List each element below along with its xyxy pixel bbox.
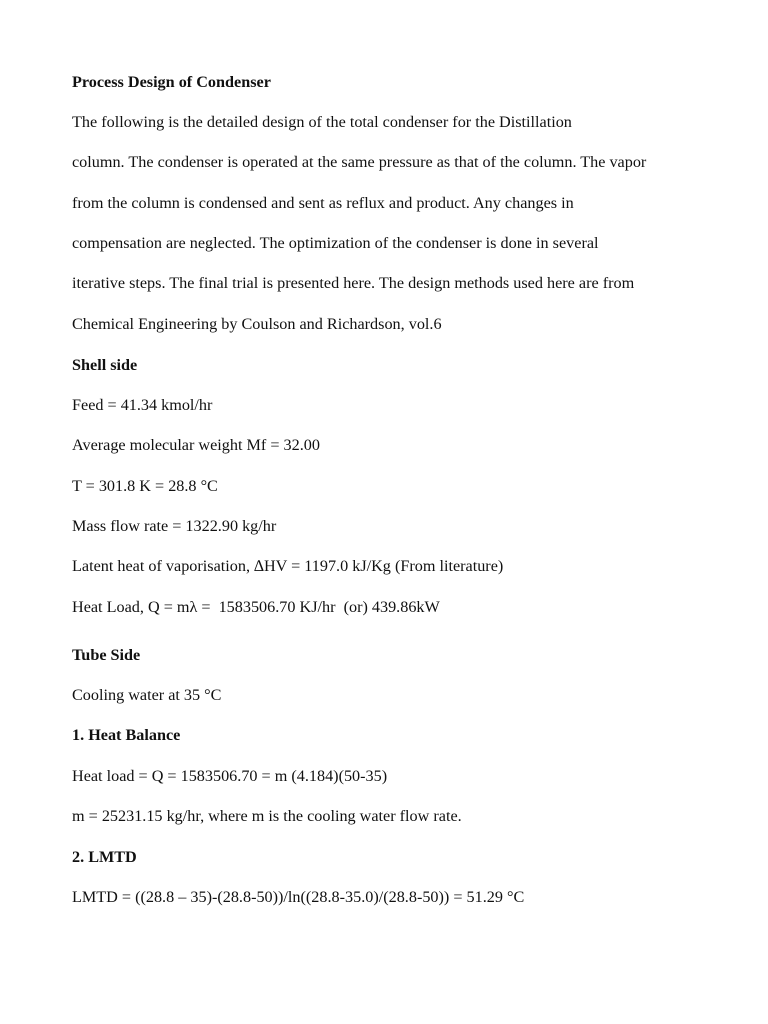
heat-balance-heading: 1. Heat Balance xyxy=(72,726,181,744)
molecular-weight-line: Average molecular weight Mf = 32.00 xyxy=(72,436,320,454)
mass-flow-line: Mass flow rate = 1322.90 kg/hr xyxy=(72,517,277,535)
temperature-line: T = 301.8 K = 28.8 °C xyxy=(72,477,218,495)
lmtd-equation: LMTD = ((28.8 – 35)-(28.8-50))/ln((28.8-35.0)/(28.8-50)) = 51.29 °C xyxy=(72,888,525,906)
cooling-water-line: Cooling water at 35 °C xyxy=(72,686,222,704)
latent-heat-line: Latent heat of vaporisation, ∆HV = 1197.0 kJ/Kg (From literature) xyxy=(72,557,504,575)
lmtd-heading: 2. LMTD xyxy=(72,848,137,866)
intro-line-3: from the column is condensed and sent as reflux and product. Any changes in xyxy=(72,194,574,212)
document-title: Process Design of Condenser xyxy=(72,73,271,91)
intro-line-2: column. The condenser is operated at the same pressure as that of the column. The vapor xyxy=(72,153,647,171)
cooling-water-flow-line: m = 25231.15 kg/hr, where m is the cooling water flow rate. xyxy=(72,807,462,825)
heat-balance-equation: Heat load = Q = 1583506.70 = m (4.184)(50-35) xyxy=(72,767,388,785)
heat-load-line: Heat Load, Q = mλ = 1583506.70 KJ/hr (or) 439.86kW xyxy=(72,598,440,616)
intro-line-6: Chemical Engineering by Coulson and Richardson, vol.6 xyxy=(72,315,442,333)
intro-line-4: compensation are neglected. The optimization of the condenser is done in several xyxy=(72,234,599,252)
tube-side-heading: Tube Side xyxy=(72,646,141,664)
shell-side-heading: Shell side xyxy=(72,356,138,374)
feed-line: Feed = 41.34 kmol/hr xyxy=(72,396,213,414)
intro-line-1: The following is the detailed design of the total condenser for the Distillation xyxy=(72,113,572,131)
intro-line-5: iterative steps. The final trial is presented here. The design methods used here are from xyxy=(72,274,635,292)
